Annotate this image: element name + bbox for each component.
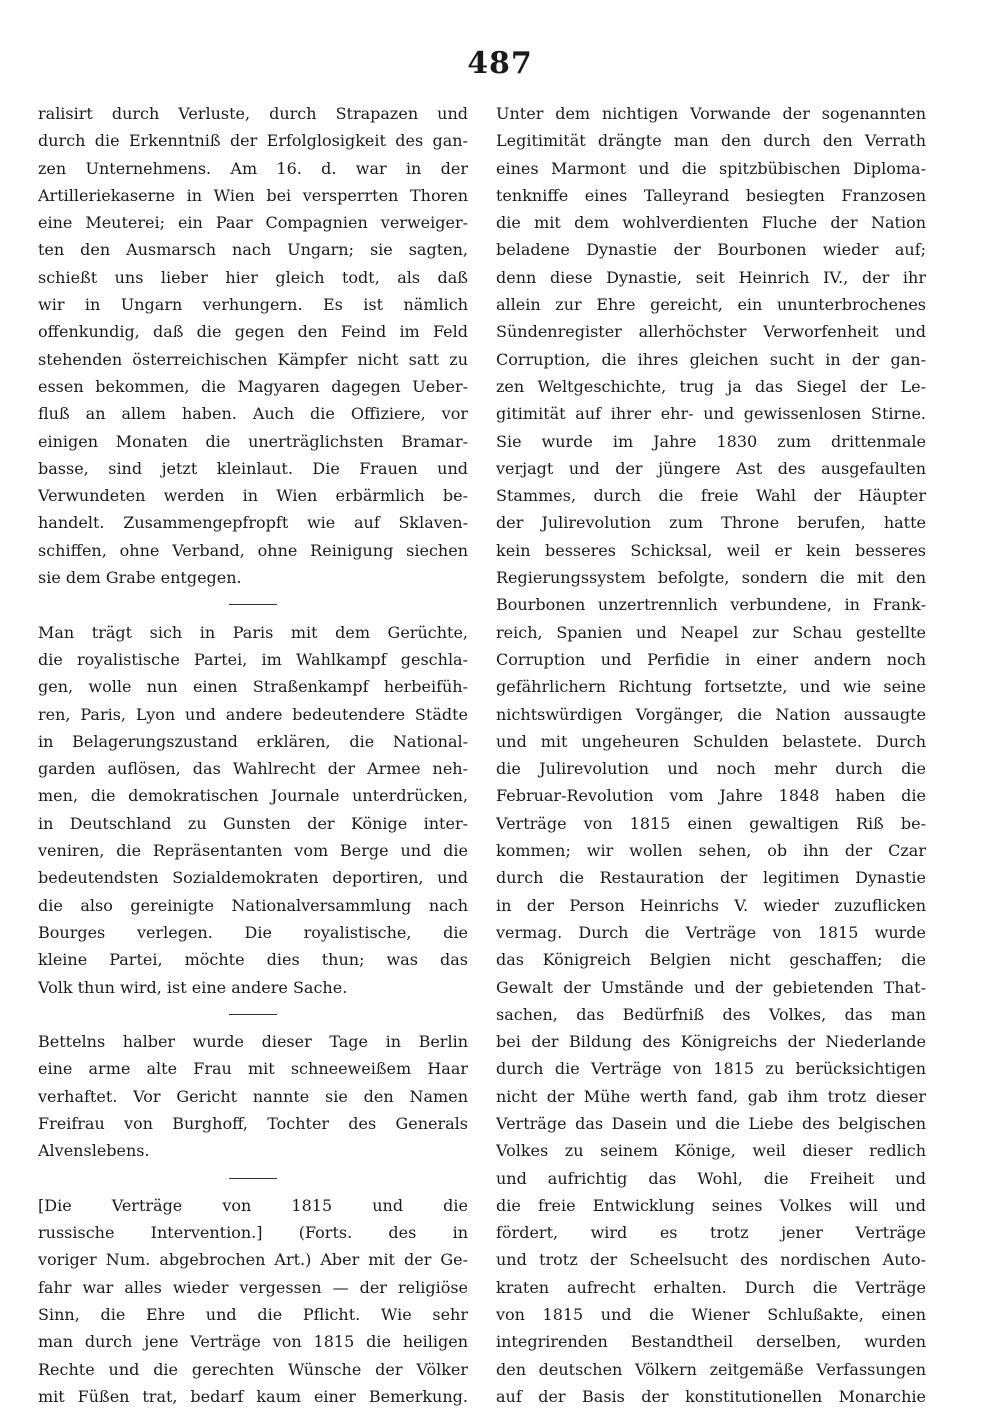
text-line: und trotz der Scheelsucht des nordischen Auto- — [496, 1250, 926, 1270]
text-line: sachen, das Bedürfniß des Volkes, das man — [496, 1004, 926, 1024]
text-line: die mit dem wohlverdienten Fluche der Nation — [496, 213, 926, 233]
text-line: wir in Ungarn verhungern. Es ist nämlich — [38, 295, 468, 315]
text-line: auf der Basis der konstitutionellen Monarchie — [496, 1386, 926, 1406]
text-line: Volk thun wird, ist eine andere Sache. — [38, 977, 348, 997]
text-line: denn diese Dynastie, seit Heinrich IV., der ihr — [496, 267, 926, 287]
text-line: man durch jene Verträge von 1815 die heiligen — [38, 1332, 468, 1352]
text-line: das Königreich Belgien nicht geschaffen; die — [496, 950, 926, 970]
text-line: den deutschen Völkern zeitgemäße Verfassungen — [496, 1359, 926, 1379]
text-line: und mit ungeheuren Schulden belastete. Durch — [496, 731, 926, 751]
text-line: nicht der Mühe werth fand, gab ihm trotz dieser — [496, 1086, 926, 1106]
text-line: Freifrau von Burghoff, Tochter des Generals — [38, 1113, 468, 1133]
text-line: vermag. Durch die Verträge von 1815 wurde — [496, 922, 926, 942]
text-line: durch die Verträge von 1815 zu berücksichtigen — [496, 1059, 926, 1079]
text-line: gefährlichern Richtung fortsetzte, und wie seine — [496, 677, 926, 697]
text-line: tenkniffe eines Talleyrand besiegten Franzosen — [496, 185, 926, 205]
text-line: gen, wolle nun einen Straßenkampf herbeifüh- — [38, 677, 468, 697]
text-line: Stammes, durch die freie Wahl der Häupter — [496, 486, 926, 506]
text-line: allein zur Ehre gereicht, ein ununterbrochenes — [496, 295, 926, 315]
text-line: von 1815 und die Wiener Schlußakte, einen — [496, 1305, 926, 1325]
text-line: Sinn, die Ehre und die Pflicht. Wie sehr — [38, 1305, 468, 1325]
text-line: zen Weltgeschichte, trug ja das Siegel der Le- — [496, 376, 926, 396]
text-line: sie dem Grabe entgegen. — [38, 568, 242, 588]
text-line: kraten aufrecht erhalten. Durch die Verträge — [496, 1277, 926, 1297]
text-line: verjagt und der jüngere Ast des ausgefaulten — [496, 458, 926, 478]
text-line: kommen; wir wollen sehen, ob ihn der Czar — [496, 841, 926, 861]
section-separator — [38, 591, 468, 618]
text-line: veniren, die Repräsentanten vom Berge und die — [38, 841, 468, 861]
text-line: Volkes zu seinem Könige, weil dieser redlich — [496, 1141, 926, 1161]
text-line: schießt uns lieber hier gleich todt, als daß — [38, 267, 468, 287]
text-line: russische Intervention.] (Forts. des in — [38, 1223, 468, 1243]
text-line: offenkundig, daß die gegen den Feind im Feld — [38, 322, 468, 342]
text-line: Bourbonen unzertrennlich verbundene, in Frank- — [496, 595, 926, 615]
text-line: beladene Dynastie der Bourbonen wieder auf; — [496, 240, 926, 260]
text-line: die freie Entwicklung seines Volkes will und — [496, 1195, 926, 1215]
text-line: gitimität auf ihrer ehr- und gewissenlosen Stirne. — [496, 404, 926, 424]
text-line: Man trägt sich in Paris mit dem Gerüchte, — [38, 622, 468, 642]
text-line: Unter dem nichtigen Vorwande der sogenannten — [496, 104, 926, 123]
text-line: eine arme alte Frau mit schneeweißem Haar — [38, 1059, 468, 1079]
text-line: Bourges verlegen. Die royalistische, die — [38, 922, 468, 942]
text-line: men, die demokratischen Journale unterdrücken, — [38, 786, 468, 806]
text-line: bei der Bildung des Königreichs der Niederlande — [496, 1032, 926, 1052]
text-line: durch die Erkenntniß der Erfolglosigkeit des gan- — [38, 131, 468, 151]
text-line: in Belagerungszustand erklären, die National- — [38, 731, 468, 751]
text-line: Gewalt der Umstände und der gebietenden That- — [496, 977, 926, 997]
text-line: Sie wurde im Jahre 1830 zum drittenmale — [496, 431, 926, 451]
left-column — [38, 100, 468, 1410]
text-line: Sündenregister allerhöchster Verworfenheit und — [496, 322, 926, 342]
text-line: Februar-Revolution vom Jahre 1848 haben die — [496, 786, 926, 806]
text-line: basse, sind jetzt kleinlaut. Die Frauen und — [38, 458, 468, 478]
section-separator — [38, 1001, 468, 1028]
text-line: Corruption und Perfidie in einer andern noch — [496, 649, 926, 669]
text-line: Rechte und die gerechten Wünsche der Völker — [38, 1359, 468, 1379]
text-line: Bettelns halber wurde dieser Tage in Berlin — [38, 1032, 468, 1052]
text-line: mit Füßen trat, bedarf kaum einer Bemerkung. — [38, 1386, 468, 1406]
text-line: ren, Paris, Lyon und andere bedeutendere Städte — [38, 704, 468, 724]
text-line: Verträge das Dasein und die Liebe des belgischen — [496, 1113, 926, 1133]
text-line: fluß an allem haben. Auch die Offiziere, vor — [38, 404, 468, 424]
text-line: reich, Spanien und Neapel zur Schau gestellte — [496, 622, 926, 642]
text-line: bedeutendsten Sozialdemokraten deportiren, und — [38, 868, 468, 888]
text-line: kleine Partei, möchte dies thun; was das — [38, 950, 468, 970]
text-line: verhaftet. Vor Gericht nannte sie den Namen — [38, 1086, 468, 1106]
text-line: Corruption, die ihres gleichen sucht in der gan- — [496, 349, 926, 369]
text-line: und aufrichtig das Wohl, die Freiheit und — [496, 1168, 926, 1188]
text-line: zen Unternehmens. Am 16. d. war in der — [38, 158, 468, 178]
text-line: handelt. Zusammengepfropft wie auf Sklaven- — [38, 513, 468, 533]
text-line: stehenden österreichischen Kämpfer nicht satt zu — [38, 349, 468, 369]
text-line: Artilleriekaserne in Wien bei versperrten Thoren — [38, 185, 468, 205]
section-separator — [38, 1165, 468, 1192]
text-line: durch die Restauration der legitimen Dynastie — [496, 868, 926, 888]
text-line: Legitimität drängte man den durch den Verrath — [496, 131, 926, 151]
text-line: [Die Verträge von 1815 und die — [38, 1195, 468, 1215]
text-line: kein besseres Schicksal, weil er kein besseres — [496, 540, 926, 560]
page-number: 487 — [467, 46, 533, 81]
right-column — [496, 100, 926, 1410]
text-line: essen bekommen, die Magyaren dagegen Ueber- — [38, 376, 468, 396]
text-line: in der Person Heinrichs V. wieder zuzuflicken — [496, 895, 926, 915]
text-line: Regierungssystem befolgte, sondern die mit den — [496, 568, 926, 588]
text-line: integrirenden Bestandtheil derselben, wurden — [496, 1332, 926, 1352]
text-line: nichtswürdigen Vorgänger, die Nation aussaugte — [496, 704, 926, 724]
text-line: in Deutschland zu Gunsten der Könige inter- — [38, 813, 468, 833]
text-line: fahr war alles wieder vergessen — der religiöse — [38, 1277, 468, 1297]
text-line: eine Meuterei; ein Paar Compagnien verweiger- — [38, 213, 468, 233]
text-line: ten den Ausmarsch nach Ungarn; sie sagten, — [38, 240, 468, 260]
text-line: die royalistische Partei, im Wahlkampf geschla- — [38, 649, 468, 669]
text-line: eines Marmont und die spitzbübischen Diploma- — [496, 158, 926, 178]
text-line: der Julirevolution zum Throne berufen, hatte — [496, 513, 926, 533]
text-line: Alvenslebens. — [38, 1141, 150, 1161]
text-line: ralisirt durch Verluste, durch Strapazen und — [38, 104, 468, 123]
text-line: Verträge von 1815 einen gewaltigen Riß be- — [496, 813, 926, 833]
text-line: schiffen, ohne Verband, ohne Reinigung siechen — [38, 540, 468, 560]
text-line: voriger Num. abgebrochen Art.) Aber mit der Ge- — [38, 1250, 468, 1270]
text-line: einigen Monaten die unerträglichsten Bramar- — [38, 431, 468, 451]
text-line: fördert, wird es trotz jener Verträge — [496, 1223, 926, 1243]
text-line: die Julirevolution und noch mehr durch die — [496, 759, 926, 779]
text-line: garden auflösen, das Wahlrecht der Armee neh- — [38, 759, 468, 779]
text-line: Verwundeten werden in Wien erbärmlich be- — [38, 486, 468, 506]
text-line: die also gereinigte Nationalversammlung nach — [38, 895, 468, 915]
